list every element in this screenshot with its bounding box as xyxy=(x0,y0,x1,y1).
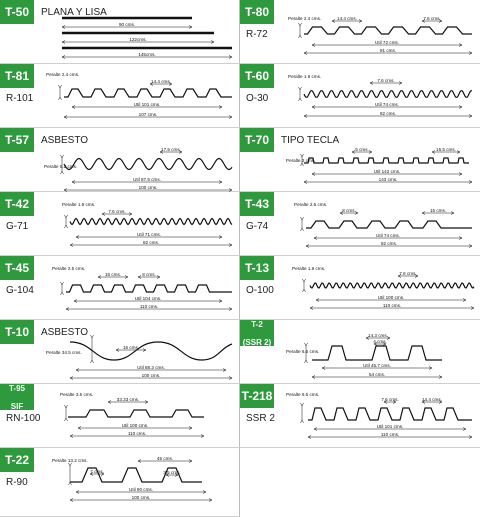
panel-profile xyxy=(64,159,232,170)
dimension-label: Peralte 1.9 cms. xyxy=(62,202,96,207)
profile-drawing xyxy=(282,192,478,256)
panel-profile xyxy=(304,91,472,98)
dimension-label: Util 88.3 cms. xyxy=(137,365,165,370)
panel-code: T-2 xyxy=(251,319,263,329)
dimension-label: 81 cms. xyxy=(379,48,397,53)
dimension-label: 7.6 cms. xyxy=(399,271,417,276)
arrow-head xyxy=(61,171,64,174)
dimension-label: Util 74 cms. xyxy=(375,102,399,107)
dimension-label: Peralte 13.2 cms. xyxy=(52,458,88,463)
panel-code-badge xyxy=(240,128,274,152)
panel-card xyxy=(0,128,240,192)
panel-type-name: SSR 2 xyxy=(246,413,275,424)
panel-code: T-57 xyxy=(4,132,29,147)
dimension-label: 100 cms. xyxy=(141,373,161,378)
profile-svg xyxy=(282,320,478,384)
panel-code: T-43 xyxy=(244,196,269,211)
profile-drawing xyxy=(282,64,478,128)
panel-code-badge xyxy=(0,320,34,344)
dimension-label: Util 45.7 cms. xyxy=(363,363,391,368)
dimension-label: Peralte 2.4 cms. xyxy=(288,16,322,21)
dimension-label: Util 74 cms. xyxy=(376,233,400,238)
panel-code-badge xyxy=(0,384,34,410)
dimension-label: Util 90 cms. xyxy=(129,487,153,492)
dimension-label: Util 101 cms. xyxy=(376,424,404,429)
panel-code-badge xyxy=(240,320,274,346)
arrow-head xyxy=(305,343,308,346)
panel-code-badge xyxy=(240,384,274,408)
profile-drawing xyxy=(282,384,478,448)
dimension-label: 33.33 cms. xyxy=(116,397,140,402)
panel-type-name: R-72 xyxy=(246,29,268,40)
arrow-head xyxy=(301,163,304,166)
panel-type-name: G-71 xyxy=(6,221,29,232)
dimension-label: Peralte 2 cms. xyxy=(286,158,316,163)
panel-card xyxy=(240,192,480,256)
panel-card xyxy=(240,384,480,448)
arrow-head xyxy=(303,289,306,292)
dimension-label: 107 cms. xyxy=(138,112,158,117)
panel-code-badge xyxy=(240,256,274,280)
dimension-label: 16 cms. xyxy=(122,345,140,350)
panel-card xyxy=(0,0,240,64)
profile-drawing xyxy=(42,0,238,64)
panel-type-name: R-90 xyxy=(6,477,28,488)
dimension-label: Peralte 34.5 cms. xyxy=(46,350,82,355)
arrow-head xyxy=(301,217,304,220)
arrow-head xyxy=(299,87,302,90)
arrow-head xyxy=(299,98,302,101)
panel-card xyxy=(240,320,480,384)
arrow-head xyxy=(59,85,62,88)
panel-code: T-60 xyxy=(244,68,269,83)
panel-code-suffix: SIF xyxy=(10,401,24,411)
dimension-label: Peralte 2.4 cms. xyxy=(46,72,80,77)
panel-code-badge xyxy=(240,0,274,24)
dimension-label: Peralte 2.5 cms. xyxy=(294,202,328,207)
profile-drawing xyxy=(282,320,478,384)
panel-code: T-13 xyxy=(244,260,269,275)
arrow-head xyxy=(303,279,306,282)
dimension-label: 7.6 cms. xyxy=(423,16,441,21)
panel-card xyxy=(0,64,240,128)
panel-card xyxy=(240,256,480,320)
dimension-label: Util 101 cms. xyxy=(133,102,161,107)
dimension-label: 8 cms. xyxy=(142,272,156,277)
profile-drawing xyxy=(42,64,238,128)
panel-code-badge xyxy=(0,448,34,472)
panel-code: T-45 xyxy=(4,260,29,275)
dimension-label: Util 87.5 cms. xyxy=(133,177,161,182)
panel-type-name: ASBESTO xyxy=(41,135,89,146)
arrow-head xyxy=(91,335,94,338)
panel-code-badge xyxy=(0,192,34,216)
dimension-label: 7.6 cms. xyxy=(108,209,126,214)
profile-svg xyxy=(282,256,478,320)
panel-code-badge xyxy=(240,192,274,216)
arrow-head xyxy=(301,154,304,157)
panel-card xyxy=(0,192,240,256)
dimension-label: 54 cms. xyxy=(368,372,386,377)
dimension-label: Peralte 6.5 cms. xyxy=(286,392,320,397)
panel-profile xyxy=(66,285,232,292)
panel-code: T-81 xyxy=(4,68,29,83)
panel-card xyxy=(0,256,240,320)
dimension-label: Util 71 cms. xyxy=(137,232,161,237)
dimension-label: 82 cms. xyxy=(380,241,398,246)
dimension-label: Util 100 cms. xyxy=(121,423,149,428)
dimension-label: 122cms. xyxy=(129,37,147,42)
dimension-label: 7.6 cms. xyxy=(381,397,399,402)
dimension-label: 145cms. xyxy=(138,52,156,57)
dimension-label: Peralte 6.5 cms. xyxy=(286,349,320,354)
profile-svg xyxy=(42,192,238,256)
dimension-label: Peralte 2.5 cms. xyxy=(52,266,86,271)
dimension-label: 110 cms. xyxy=(127,431,147,436)
panel-type-name: PLANA Y LISA xyxy=(41,7,107,18)
panel-code: T-70 xyxy=(244,132,269,147)
panel-profile xyxy=(312,346,442,360)
panel-code: T-50 xyxy=(4,4,29,19)
dimension-label: Peralte 1.9 cms. xyxy=(288,74,322,79)
arrow-head xyxy=(61,282,64,285)
dimension-label: Util 104 cms. xyxy=(134,296,162,301)
profile-svg xyxy=(42,448,238,512)
arrow-head xyxy=(301,403,304,406)
profile-svg xyxy=(42,320,238,384)
arrow-head xyxy=(299,35,302,38)
dimension-label: Util 100 cms. xyxy=(377,295,405,300)
profile-svg xyxy=(42,256,238,320)
arrow-head xyxy=(61,292,64,295)
panel-profile xyxy=(70,219,232,225)
dimension-label: 143 cms. xyxy=(378,177,398,182)
profile-drawing xyxy=(42,256,238,320)
panel-code-badge xyxy=(240,64,274,88)
profile-drawing xyxy=(282,0,478,64)
dimension-label: 110 cms. xyxy=(380,432,400,437)
dimension-label: 15 cms. xyxy=(429,208,447,213)
arrow-head xyxy=(61,155,64,158)
profile-drawing xyxy=(42,192,238,256)
panel-card xyxy=(0,320,240,384)
profile-svg xyxy=(282,64,478,128)
arrow-head xyxy=(59,97,62,100)
profile-svg xyxy=(42,64,238,128)
dimension-label: 45 cms. xyxy=(156,456,174,461)
panel-type-name: RN-100 xyxy=(6,413,41,424)
dimension-label: Util 72 cms. xyxy=(375,40,399,45)
dimension-label: 14.3 cms. xyxy=(368,333,388,338)
dimension-label: 3.5 cms. xyxy=(163,470,181,475)
dimension-label: Util 142 cms. xyxy=(373,169,401,174)
panel-code-badge xyxy=(0,128,34,152)
panel-profile xyxy=(64,89,232,97)
profile-drawing xyxy=(282,128,478,192)
dimension-label: Peralte 5.2 cms. xyxy=(44,164,78,169)
panel-profile xyxy=(310,283,474,288)
panel-profile xyxy=(68,410,204,417)
panel-code: T-218 xyxy=(241,388,273,403)
arrow-head xyxy=(65,418,68,421)
dimension-label: 17.5 cms. xyxy=(161,147,181,152)
panel-profile xyxy=(304,27,472,34)
panel-type-name: TIPO TECLA xyxy=(281,135,340,146)
profile-drawing xyxy=(42,320,238,384)
dimension-label: 7 cms. xyxy=(90,469,104,474)
profile-svg xyxy=(42,384,238,448)
profile-svg xyxy=(42,0,238,64)
dimension-label: Peralte 1.9 cms. xyxy=(292,266,326,271)
dimension-label: 100 cms. xyxy=(131,495,151,500)
panel-card xyxy=(0,448,240,517)
panel-code-badge xyxy=(0,0,34,24)
panel-code: T-42 xyxy=(4,196,29,211)
dimension-label: 82 cms. xyxy=(379,111,397,116)
profile-svg xyxy=(282,384,478,448)
dimension-label: 5 cms. xyxy=(355,147,369,152)
dimension-label: 7.6 cms. xyxy=(377,78,395,83)
dimension-label: 15.5 cms. xyxy=(436,147,456,152)
panel-code-badge xyxy=(0,64,34,88)
dimension-label: 14.4 cms. xyxy=(422,397,442,402)
panel-code: T-10 xyxy=(4,324,29,339)
panel-card xyxy=(240,0,480,64)
arrow-head xyxy=(299,23,302,26)
panel-type-name: G-104 xyxy=(6,285,34,296)
dimension-label: Peralte 3.5 cms. xyxy=(60,392,94,397)
panel-type-name: O-30 xyxy=(246,93,269,104)
dimension-label: 4 cms. xyxy=(373,339,387,344)
arrow-head xyxy=(65,215,68,218)
panel-type-name: G-74 xyxy=(246,221,269,232)
panel-code-suffix: (SSR 2) xyxy=(242,337,272,347)
profile-drawing xyxy=(42,128,238,192)
arrow-head xyxy=(301,420,304,423)
dimension-label: 8 cms. xyxy=(342,208,356,213)
dimension-label: 14.4 cms. xyxy=(337,16,357,21)
panel-type-name: R-101 xyxy=(6,93,34,104)
dimension-label: 110 cms. xyxy=(139,304,159,309)
dimension-label: 82 cms. xyxy=(142,240,160,245)
panel-type-name: O-100 xyxy=(246,285,274,296)
profile-svg xyxy=(42,128,238,192)
dimension-label: 14.4 cms. xyxy=(151,79,171,84)
panel-card xyxy=(240,128,480,192)
profile-svg xyxy=(282,128,478,192)
profile-svg xyxy=(282,192,478,256)
panel-profile xyxy=(308,408,472,420)
dimension-label: 110 cms. xyxy=(382,303,402,308)
panel-code: T-22 xyxy=(4,452,29,467)
arrow-head xyxy=(69,463,72,466)
arrow-head xyxy=(65,225,68,228)
dimension-label: 100 cms. xyxy=(138,185,158,190)
profile-drawing xyxy=(42,384,238,448)
panel-code: T-95 xyxy=(8,383,25,393)
profile-svg xyxy=(282,0,478,64)
arrow-head xyxy=(301,228,304,231)
profile-drawing xyxy=(282,256,478,320)
panel-code: T-80 xyxy=(244,4,269,19)
panel-profile xyxy=(304,158,469,163)
dimension-label: 15 cms. xyxy=(104,272,122,277)
panel-code-badge xyxy=(0,256,34,280)
panel-profile xyxy=(70,342,232,360)
panel-card xyxy=(0,384,240,448)
dimension-label: 90 cms. xyxy=(118,22,136,27)
panel-card xyxy=(240,64,480,128)
panel-profile xyxy=(306,221,472,228)
profile-drawing xyxy=(42,448,238,512)
arrow-head xyxy=(65,405,68,408)
arrow-head xyxy=(305,360,308,363)
panel-type-name: ASBESTO xyxy=(41,327,89,338)
arrow-head xyxy=(91,360,94,363)
